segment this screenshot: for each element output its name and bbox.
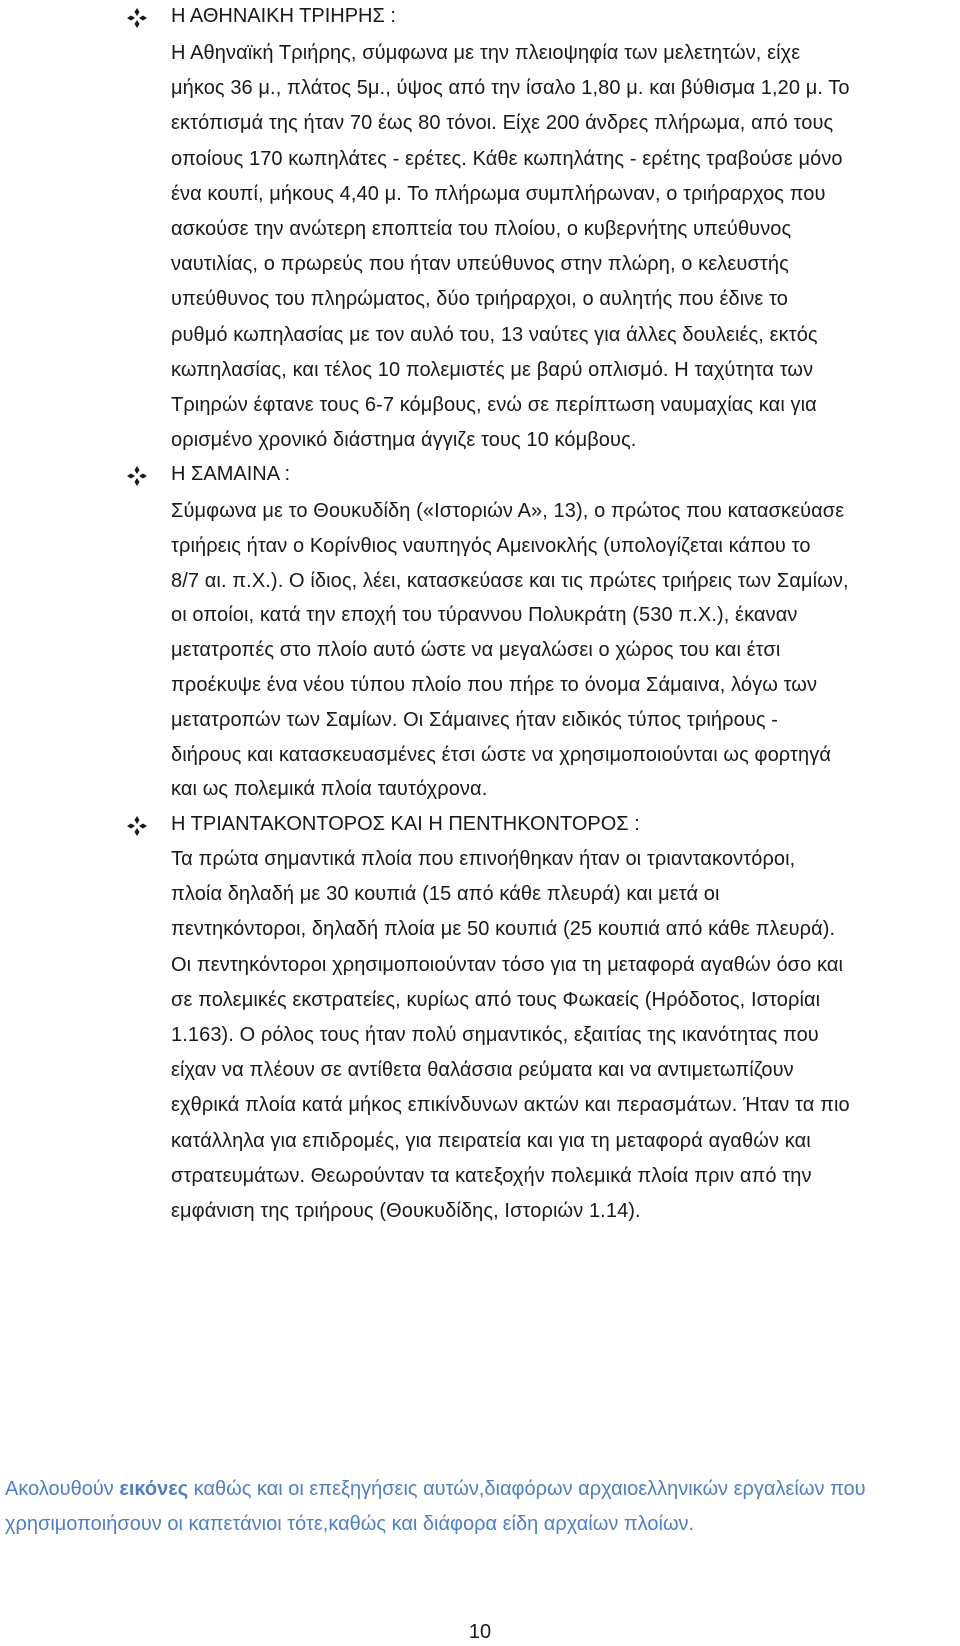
section-paragraph: Σύμφωνα με το Θουκυδίδη («Ιστοριών Α», 13), ο πρώτος που κατασκεύασε τριήρεις ήταν ο Κορίνθιος ναυπηγός Αμεινοκλής (υπολογίζεται κάπου το 8/7 αι. π.Χ.). Ο ίδιος, λέει, κατασκεύασε και τις πρώτες τριήρεις των Σαμίων, οι οποίοι, κατά την εποχή του τύραννου Πολυκράτη (530 π.Χ.), έκαναν μετατροπές στο πλοίο αυτό ώστε να μεγαλώσει ο χώρος του και έτσι προέκυψε ένα νέου τύπου πλοίο που πήρε το όνομα Σάμαινα, λόγω των μετατροπών των Σαμίων. Οι Σάμαινες ήταν ειδικός τύπος τριήρους - διήρους και κατασκευασμένες έτσι ώστε να χρησιμοποιούνται ως φορτηγά και ως πολεμικά πλοία ταυτόχρονα.: [171, 500, 849, 801]
footer-note-emphasis: εικόνες: [119, 1478, 189, 1500]
footer-note: [5, 1472, 925, 1541]
footer-note-text: καθώς και οι επεξηγήσεις αυτών,διαφόρων αρχαιοελληνικών εργαλείων που χρησιμοποιήσουν οι καπετάνιοι τότε,καθώς και διάφορα είδη αρχαίων πλοίων.: [5, 1478, 866, 1535]
diamond-bullet-icon: [126, 7, 148, 29]
footer-note-text: Ακολουθούν: [5, 1478, 120, 1500]
section-heading: Η ΑΘΗΝΑΙΚΗ ΤΡΙΗΡΗΣ :: [171, 5, 396, 27]
diamond-bullet-icon: [126, 465, 148, 487]
section-heading: Η ΣΑΜΑΙΝΑ :: [171, 463, 291, 485]
section-paragraph: Τα πρώτα σημαντικά πλοία που επινοήθηκαν ήταν οι τριαντακοντόροι, πλοία δηλαδή με 30 κουπιά (15 από κάθε πλευρά) και μετά οι πεντηκόντοροι, δηλαδή πλοία με 50 κουπιά (25 κουπιά από κάθε πλευρά). Οι πεντηκόντοροι χρησιμοποιούνταν τόσο για τη μεταφορά αγαθών όσο και σε πολεμικές εκστρατείες, κυρίως από τους Φωκαείς (Ηρόδοτος, Ιστορίαι 1.163). Ο ρόλος τους ήταν πολύ σημαντικός, εξαιτίας της ικανότητας που είχαν να πλέουν σε αντίθετα θαλάσσια ρεύματα και να αντιμετωπίζουν εχθρικά πλοία κατά μήκος επικίνδυνων ακτών και περασμάτων. Ήταν τα πιο κατάλληλα για επιδρομές, για πειρατεία και για τη μεταφορά αγαθών και στρατευμάτων. Θεωρούνταν τα κατεξοχήν πολεμικά πλοία πριν από την εμφάνιση της τριήρους (Θουκυδίδης, Ιστοριών 1.14).: [171, 848, 850, 1223]
page-number: 10: [468, 1621, 492, 1643]
section-heading: Η ΤΡΙΑΝΤΑΚΟΝΤΟΡΟΣ ΚΑΙ Η ΠΕΝΤΗΚΟΝΤΟΡΟΣ :: [171, 813, 640, 835]
diamond-bullet-icon: [126, 815, 148, 837]
section-paragraph: Η Αθηναϊκή Τριήρης, σύμφωνα με την πλειοψηφία των μελετητών, είχε μήκος 36 μ., πλάτος 5μ., ύψος από την ίσαλο 1,80 μ. και βύθισμα 1,20 μ. Το εκτόπισμά της ήταν 70 έως 80 τόνοι. Είχε 200 άνδρες πλήρωμα, από τους οποίους 170 κωπηλάτες - ερέτες. Κάθε κωπηλάτης - ερέτης τραβούσε μόνο ένα κουπί, μήκους 4,40 μ. Το πλήρωμα συμπλήρωναν, ο τριήραρχος που ασκούσε την ανώτερη εποπτεία του πλοίου, ο κυβερνήτης υπεύθυνος ναυτιλίας, ο πρωρεύς που ήταν υπεύθυνος στην πλώρη, ο κελευστής υπεύθυνος του πληρώματος, δύο τριήραρχοι, ο αυλητής που έδινε το ρυθμό κωπηλασίας με τον αυλό του, 13 ναύτες για άλλες δουλειές, εκτός κωπηλασίας, και τέλος 10 πολεμιστές με βαρύ οπλισμό. Η ταχύτητα των Τριηρών έφτανε τους 6-7 κόμβους, ενώ σε περίπτωση ναυμαχίας και για ορισμένο χρονικό διάστημα άγγιζε τους 10 κόμβους.: [171, 42, 850, 452]
